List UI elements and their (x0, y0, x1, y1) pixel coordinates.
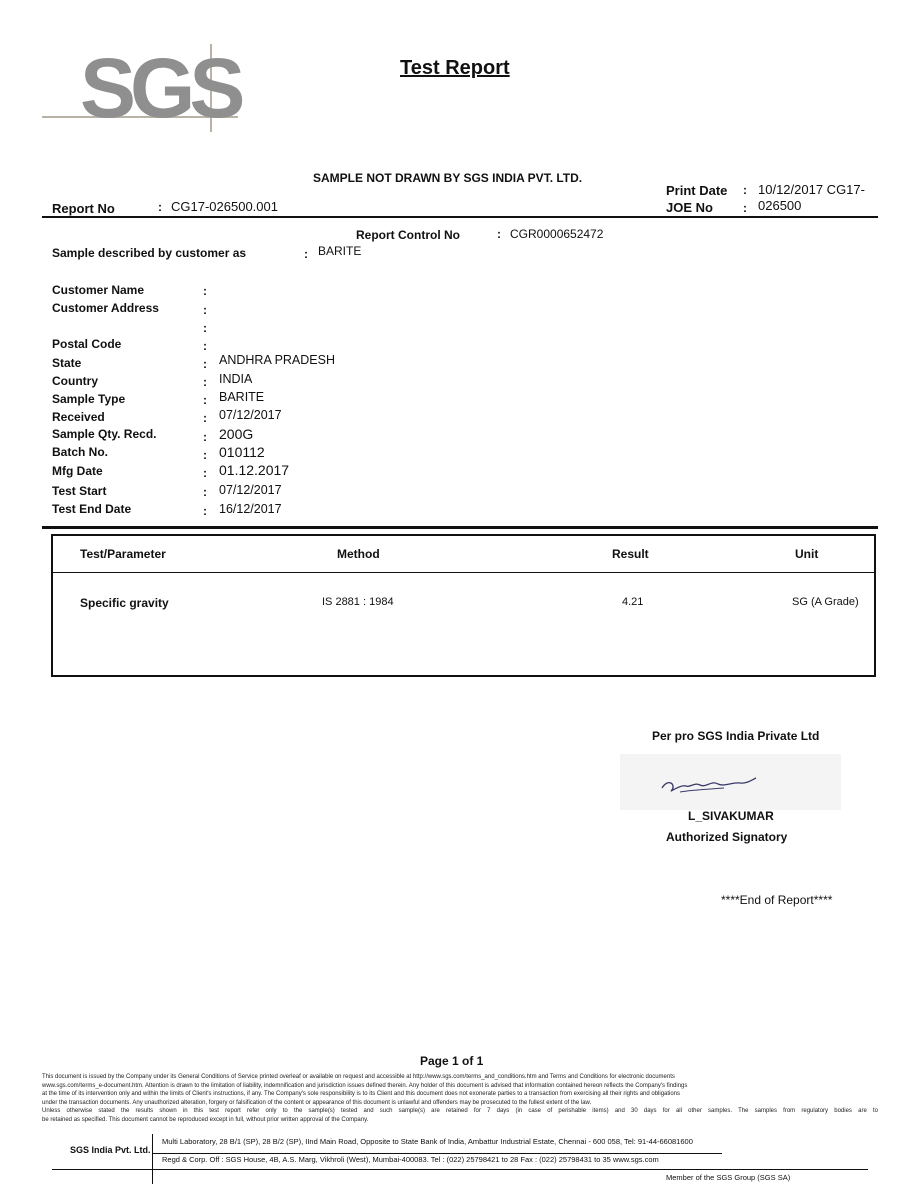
results-table (51, 534, 876, 677)
sgs-logo-text: SGS (80, 41, 240, 135)
disclaimer-line: be retained as specified. This document cannot be reproduced except in full, without prior written approval of the Company. (42, 1116, 369, 1123)
field-colon: : (203, 411, 207, 425)
field-colon: : (203, 504, 207, 518)
print-date-colon: : (743, 183, 747, 197)
disclaimer-line: This document is issued by the Company under its General Conditions of Service printed overleaf or available on request and accessible at http://www.sgs.com/terms_and_conditions.htm and Terms and Conditions for electronic documents (42, 1074, 675, 1080)
field-label: Customer Address (52, 301, 159, 315)
field-value: 010112 (219, 444, 265, 460)
disclaimer-line: under the transaction documents. Any unauthorized alteration, forgery or falsification of the content or appearance of this document is unlawful and offenders may be prosecuted to the fullest extent of the law. (42, 1099, 592, 1106)
th-result: Result (612, 547, 649, 561)
print-date-label: Print Date (666, 183, 728, 198)
field-label: State (52, 356, 82, 370)
field-value: 07/12/2017 (219, 483, 282, 497)
end-of-report: ****End of Report**** (721, 893, 833, 907)
th-test-parameter: Test/Parameter (80, 547, 166, 561)
page-number: Page 1 of 1 (420, 1054, 484, 1068)
field-label: Customer Name (52, 283, 145, 297)
field-label: Sample Qty. Recd. (52, 427, 157, 441)
footer-inner-rule (152, 1153, 722, 1154)
field-label: Received (52, 410, 105, 424)
report-no-label: Report No (52, 201, 115, 216)
field-label: Postal Code (52, 337, 122, 351)
sample-described-label: Sample described by customer as (52, 246, 247, 260)
field-label: Country (52, 374, 98, 388)
disclaimer-line: Unless otherwise stated the results shown in this test report refer only to the sample(s) tested and such sample(s) are retained for 7 days (in case of perishable items) and 30 days for all other samples. The samples from regulatory bodies are to (42, 1108, 878, 1115)
sgs-logo (42, 42, 238, 134)
field-value: BARITE (219, 390, 265, 404)
lab-address: Multi Laboratory, 28 B/1 (SP), 28 B/2 (SP), IInd Main Road, Opposite to State Bank of India, Ambattur Industrial Estate, Chennai - 600 058, Tel: 91-44-66081600 (162, 1137, 693, 1146)
field-label: Test Start (52, 484, 107, 498)
member-text: Member of the SGS Group (SGS SA) (666, 1173, 791, 1182)
joe-no-colon: : (743, 201, 747, 215)
report-control-value: CGR0000652472 (510, 227, 604, 241)
fields-divider (42, 526, 878, 529)
field-colon: : (203, 393, 207, 407)
field-colon: : (203, 466, 207, 480)
field-value: INDIA (219, 372, 253, 386)
print-date-value: 10/12/2017 CG17- (758, 182, 865, 197)
signatory-name: L_SIVAKUMAR (688, 809, 774, 823)
disclaimer-line: www.sgs.com/terms_e-document.htm. Attention is drawn to the limitation of liability, indemnification and jurisdiction issues defined therein. Any holder of this document is advised that information contained hereon reflects the Company's findings (42, 1082, 688, 1089)
field-colon: : (203, 448, 207, 462)
cell-unit: SG (A Grade) (792, 596, 859, 608)
field-label: Test End Date (52, 502, 132, 516)
report-control-label: Report Control No (356, 228, 460, 242)
sample-described-colon: : (304, 247, 308, 261)
report-control-colon: : (497, 227, 501, 241)
field-colon: : (203, 339, 207, 353)
footer-vertical-rule (152, 1134, 153, 1184)
th-method: Method (337, 547, 380, 561)
header-divider (42, 216, 878, 218)
field-value: ANDHRA PRADESH (219, 353, 335, 367)
cell-method: IS 2881 : 1984 (322, 596, 394, 608)
footer-bottom-rule (52, 1169, 868, 1170)
field-label: Sample Type (52, 392, 126, 406)
field-colon: : (203, 430, 207, 444)
field-colon: : (203, 303, 207, 317)
cell-test-parameter: Specific gravity (80, 596, 169, 610)
field-colon: : (203, 375, 207, 389)
field-colon: : (203, 284, 207, 298)
sample-note: SAMPLE NOT DRAWN BY SGS INDIA PVT. LTD. (313, 171, 583, 185)
disclaimer (42, 1073, 878, 1125)
company-name: SGS India Pvt. Ltd. (70, 1145, 151, 1155)
signatory-role: Authorized Signatory (666, 830, 788, 844)
field-label: Mfg Date (52, 464, 103, 478)
page-title: Test Report (400, 57, 510, 79)
field-colon: : (203, 357, 207, 371)
th-unit: Unit (795, 547, 819, 561)
signature-image (620, 754, 841, 810)
field-colon: : (203, 485, 207, 499)
field-value: 200G (219, 426, 254, 442)
per-pro-text: Per pro SGS India Private Ltd (652, 729, 820, 743)
report-no-value: CG17-026500.001 (171, 199, 278, 214)
field-label: Batch No. (52, 445, 109, 459)
results-table-header (53, 536, 874, 573)
disclaimer-line: at the time of its intervention only and within the limits of Client's instructions, if any. The Company's sole responsibility is to its Client and this document does not exonerate parties to a transaction from exercising all their rights and obligations (42, 1091, 681, 1098)
signature-scribble (620, 754, 841, 810)
corp-address: Regd & Corp. Off : SGS House, 4B, A.S. Marg, Vikhroli (West), Mumbai-400083. Tel : (022) 25798421 to 28 Fax : (022) 25798431 to 35 www.sgs.com (162, 1155, 659, 1164)
cell-result: 4.21 (622, 596, 644, 608)
sample-described-value: BARITE (318, 244, 362, 258)
field-value: 07/12/2017 (219, 408, 282, 422)
joe-no-value: 026500 (758, 198, 802, 213)
joe-no-label: JOE No (666, 200, 713, 215)
field-colon: : (203, 321, 207, 335)
report-no-colon: : (158, 200, 162, 214)
field-value: 16/12/2017 (219, 502, 282, 516)
field-value: 01.12.2017 (219, 462, 290, 478)
